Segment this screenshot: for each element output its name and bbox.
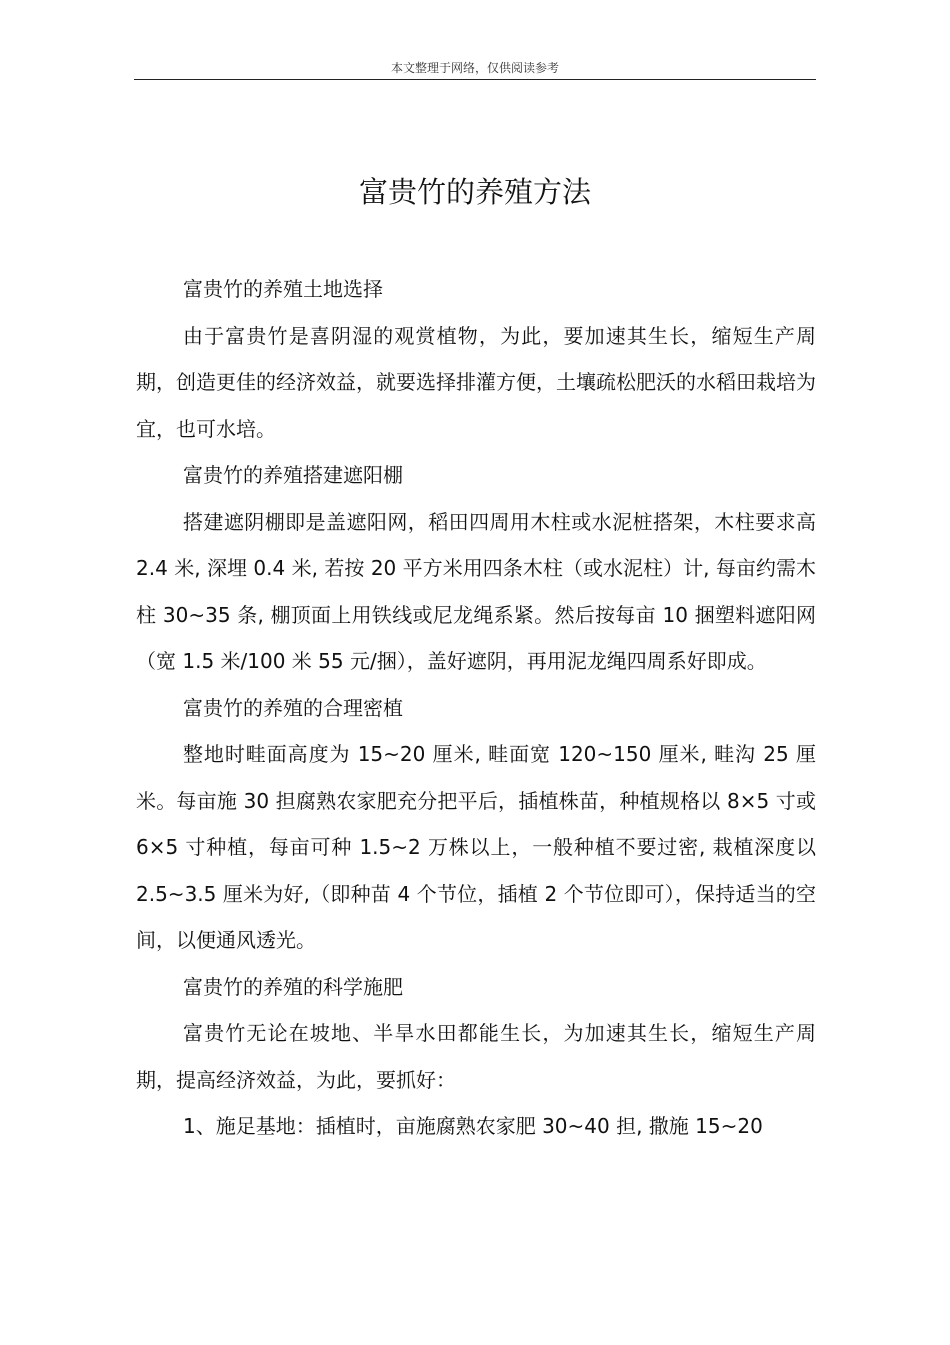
document-body bbox=[136, 266, 816, 1150]
list-item-base-fertilizer: 1、施足基地：插植时，亩施腐熟农家肥 30~40 担, 撒施 15~20 bbox=[183, 1114, 763, 1138]
paragraph-fertilizer: 富贵竹无论在坡地、半旱水田都能生长，为加速其生长，缩短生产周期，提高经济效益，为此，要抓好： bbox=[136, 1021, 816, 1092]
paragraph-land: 由于富贵竹是喜阴湿的观赏植物，为此，要加速其生长，缩短生产周期，创造更佳的经济效益，就要选择排灌方便，土壤疏松肥沃的水稻田栽培为宜，也可水培。 bbox=[136, 323, 816, 441]
document-title: 富贵竹的养殖方法 bbox=[358, 175, 591, 210]
header-note: 本文整理于网络，仅供阅读参考 bbox=[390, 61, 559, 75]
section-heading-planting: 富贵竹的养殖的合理密植 bbox=[183, 695, 403, 720]
section-heading-land: 富贵竹的养殖土地选择 bbox=[183, 277, 383, 301]
section-heading-fertilizer: 富贵竹的养殖的科学施肥 bbox=[183, 974, 403, 999]
paragraph-planting: 整地时畦面高度为 15~20 厘米, 畦面宽 120~150 厘米, 畦沟 25 厘米。每亩施 30 担腐熟农家肥充分把平后，插植株苗，种植规格以 8×5 寸或 6×5 寸种植，每亩可种 1.5~2 万株以上，一般种植不要过密, 栽植深度以 2.5~3.5 厘米为好,（即种苗 4 个节位，插植 2 个节位即可），保持适当的空间，以便通风透光。 bbox=[136, 742, 816, 952]
header-divider bbox=[134, 79, 816, 80]
section-heading-shade: 富贵竹的养殖搭建遮阳棚 bbox=[183, 463, 403, 487]
paragraph-shade: 搭建遮阴棚即是盖遮阳网，稻田四周用木柱或水泥桩搭架，木柱要求高 2.4 米, 深埋 0.4 米, 若按 20 平方米用四条木柱（或水泥柱）计, 每亩约需木柱 30~35 条, 棚顶面上用铁线或尼龙绳系紧。然后按每亩 10 捆塑料遮阳网（宽 1.5 米/100 米 55 元/捆），盖好遮阴，再用泥龙绳四周系好即成。 bbox=[136, 509, 816, 673]
